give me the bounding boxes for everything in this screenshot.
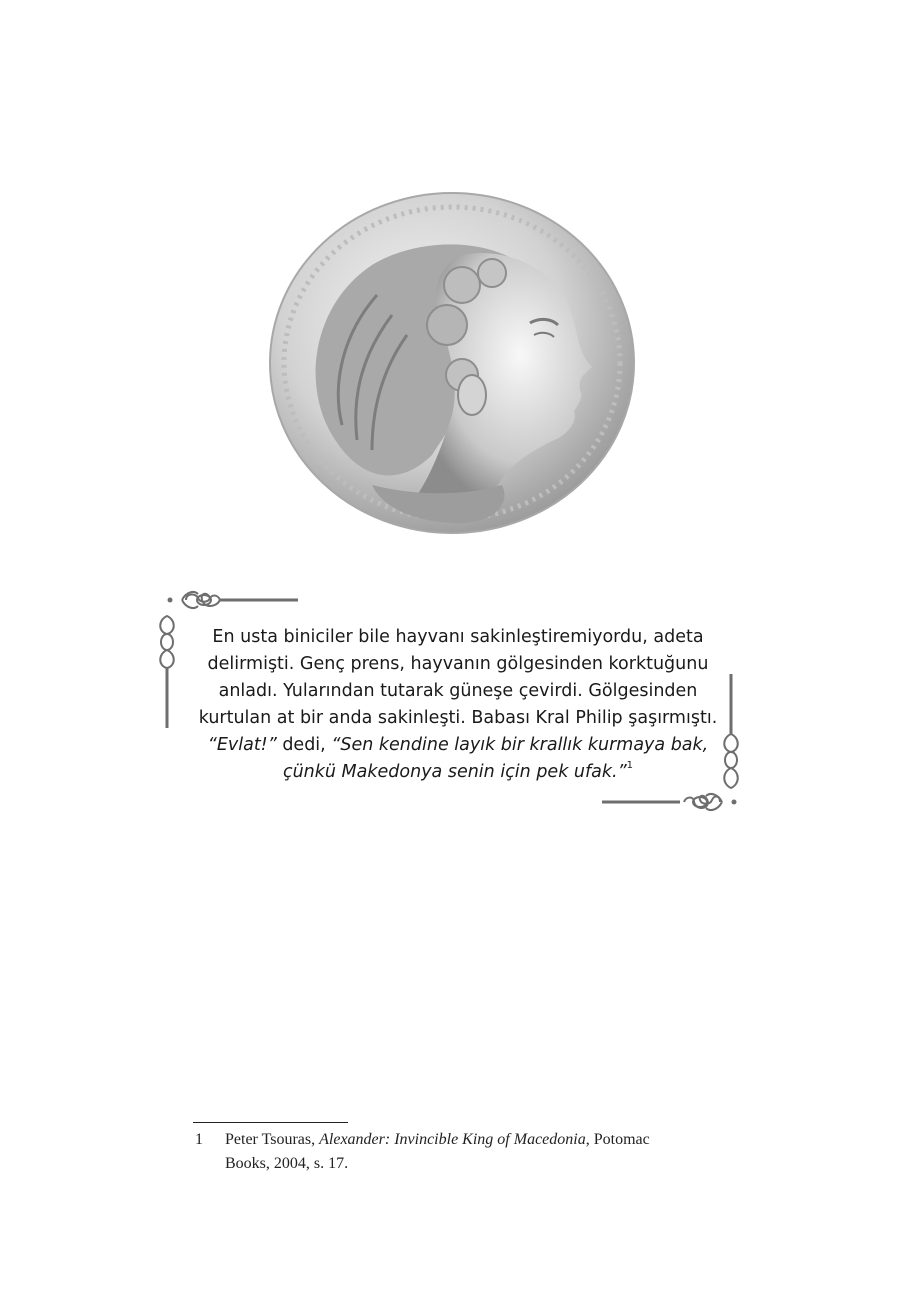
- coin-illustration: [262, 185, 642, 545]
- footnote-number: 1: [195, 1131, 203, 1148]
- quote-line-5: [188, 732, 728, 759]
- quote-speech-end: çünkü Makedonya senin için pek ufak.”: [282, 762, 627, 782]
- bottom-right-flourish: [600, 790, 740, 814]
- footnote-publisher: , Potomac: [585, 1131, 650, 1148]
- coin-image: [262, 185, 642, 545]
- quote-block: [188, 624, 728, 786]
- footnote-author: Peter Tsouras,: [225, 1131, 320, 1148]
- left-vertical-flourish: [154, 612, 180, 732]
- quote-evlat: “Evlat!”: [207, 735, 277, 755]
- footnote: [193, 1128, 723, 1176]
- quote-line-4: kurtulan at bir anda sakinleşti. Babası Kral Philip şaşırmıştı.: [198, 708, 718, 728]
- quote-dedi: dedi,: [276, 735, 332, 755]
- footnote-reference[interactable]: 1: [626, 760, 634, 771]
- top-left-flourish: [164, 588, 304, 612]
- footnote-title: Alexander: Invincible King of Macedonia: [319, 1131, 586, 1148]
- quote-line-2: delirmişti. Genç prens, hayvanın gölgesinden korktuğunu: [207, 654, 709, 674]
- quote-line-1: En usta biniciler bile hayvanı sakinleştiremiyordu, adeta: [212, 627, 704, 647]
- quote-speech: “Sen kendine layık bir krallık kurmaya bak,: [331, 735, 709, 755]
- footnote-rule: [193, 1122, 348, 1123]
- quote-line-6: [188, 759, 728, 786]
- quote-line-3: anladı. Yularından tutarak güneşe çevirdi. Gölgesinden: [218, 681, 698, 701]
- footnote-publication: Books, 2004, s. 17.: [225, 1155, 349, 1172]
- footnote-text: [225, 1128, 723, 1176]
